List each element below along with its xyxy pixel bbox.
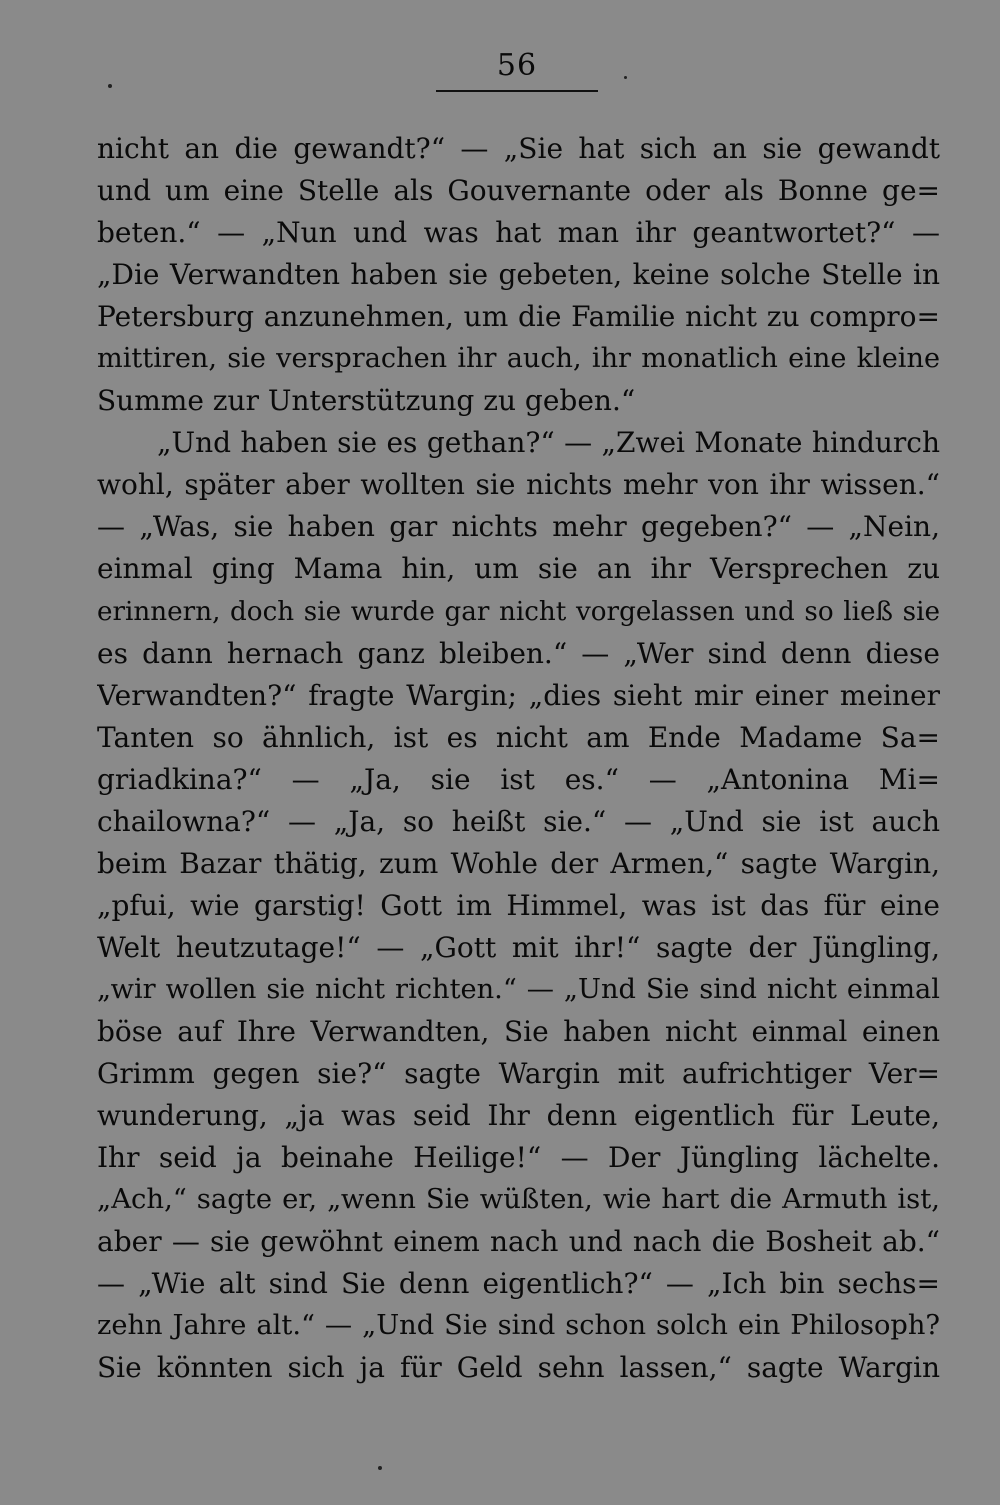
text-line: Ihr seid ja beinahe Heilige!“ — Der Jüngling lächelte. [97,1141,940,1175]
text-line: Grimm gegen sie?“ sagte Wargin mit aufrichtiger Ver= [97,1057,940,1091]
text-line: Welt heutzutage!“ — „Gott mit ihr!“ sagte der Jüngling, [97,930,940,964]
text-line: nicht an die gewandt?“ — „Sie hat sich an sie gewandt [97,132,940,165]
text-line: beten.“ — „Nun und was hat man ihr geantwortet?“ — [97,216,940,250]
text-line: — „Wie alt sind Sie denn eigentlich?“ — „Ich bin sechs= [97,1267,940,1301]
text-line: Verwandten?“ fragte Wargin; „dies sieht mir einer meiner [97,678,940,712]
text-line: Tanten so ähnlich, ist es nicht am Ende Madame Sa= [97,720,940,754]
text-line: griadkina?“ — „Ja, sie ist es.“ — „Antonina Mi= [97,762,940,796]
text-line: es dann hernach ganz bleiben.“ — „Wer sind denn diese [97,636,940,670]
header-rule [436,90,598,92]
text-line: mittiren, sie versprachen ihr auch, ihr monatlich eine kleine [97,343,940,375]
text-line: Petersburg anzunehmen, um die Familie nicht zu compro= [97,300,940,334]
text-line: böse auf Ihre Verwandten, Sie haben nicht einmal einen [97,1014,940,1048]
text-line: und um eine Stelle als Gouvernante oder als Bonne ge= [97,174,940,208]
text-line: aber — sie gewöhnt einem nach und nach die Bosheit ab.“ [97,1225,940,1259]
text-line: „Die Verwandten haben sie gebeten, keine solche Stelle in [97,258,940,292]
text-line: erinnern, doch sie wurde gar nicht vorgelassen und so ließ sie [97,596,940,627]
text-line: Sie könnten sich ja für Geld sehn lassen,“ sagte Wargin [97,1351,940,1385]
text-line: „pfui, wie garstig! Gott im Himmel, was ist das für eine [97,888,940,922]
paragraph-end-line: Summe zur Unterstützung zu geben.“ [97,384,636,418]
page-number: 56 [496,48,538,83]
text-line: wunderung, „ja was seid Ihr denn eigentlich für Leute, [97,1099,940,1133]
text-line: „Ach,“ sagte er, „wenn Sie wüßten, wie hart die Armuth ist, [97,1184,940,1216]
text-line: beim Bazar thätig, zum Wohle der Armen,“ sagte Wargin, [97,846,940,880]
text-line: wohl, später aber wollten sie nichts mehr von ihr wissen.“ [97,468,940,502]
text-line: — „Was, sie haben gar nichts mehr gegeben?“ — „Nein, [97,510,940,544]
text-line: chailowna?“ — „Ja, so heißt sie.“ — „Und sie ist auch [97,804,940,838]
text-line: „wir wollen sie nicht richten.“ — „Und Sie sind nicht einmal [97,973,940,1005]
body-text [97,128,940,1389]
scan-speck [378,1466,382,1470]
text-line: einmal ging Mama hin, um sie an ihr Versprechen zu [97,552,940,586]
text-line: zehn Jahre alt.“ — „Und Sie sind schon solch ein Philosoph? [97,1310,940,1342]
paragraph-start-line: „Und haben sie es gethan?“ — „Zwei Monate hindurch [157,426,940,460]
scan-speck [108,84,112,88]
scan-speck [624,76,627,79]
